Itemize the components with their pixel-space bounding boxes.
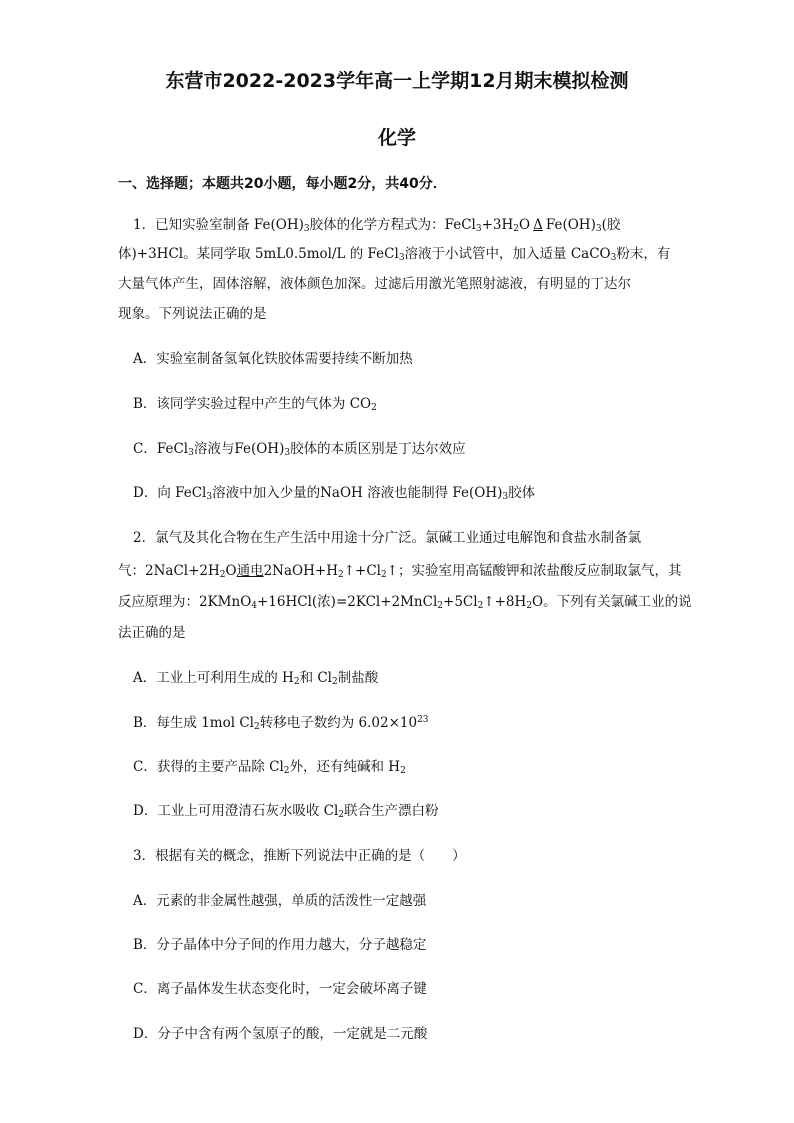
q3-option-a: A．元素的非金属性越强，单质的活泼性一定越强 bbox=[133, 893, 427, 909]
q1-option-b: B．该同学实验过程中产生的气体为 $CO_2$ bbox=[133, 396, 377, 413]
q2-option-d: D．工业上可用澄清石灰水吸收 $Cl_2$联合生产漂白粉 bbox=[133, 803, 439, 820]
q3-stem: 3．根据有关的概念，推断下列说法中正确的是（ ） bbox=[133, 848, 466, 864]
q3-option-b: B．分子晶体中分子间的作用力越大，分子越稳定 bbox=[133, 937, 427, 953]
q3-option-c: C．离子晶体发生状态变化时，一定会破坏离子键 bbox=[133, 981, 427, 997]
q1-option-a: A．实验室制备氢氧化铁胶体需要持续不断加热 bbox=[133, 351, 413, 367]
q3-option-d: D．分子中含有两个氢原子的酸，一定就是二元酸 bbox=[133, 1026, 428, 1042]
q2-stem-line-1: 2．氯气及其化合物在生产生活中用途十分广泛。氯碱工业通过电解饱和食盐水制备氯 bbox=[133, 530, 642, 546]
q2-stem-line-3: 反应原理为：2KMnO$_4$+16HCl(浓)$=2KCl+2MnCl_2+5Cl_2↑+8H_2O$。下列有关氯碱工业的说 bbox=[118, 594, 692, 611]
q1-stem-line-3: 大量气体产生，固体溶解，液体颜色加深。过滤后用激光笔照射滤液，有明显的丁达尔 bbox=[118, 276, 631, 292]
q2-option-b: B．每生成 1mol $Cl_2$转移电子数约为 $6.02\times 10^{23}$ bbox=[133, 715, 429, 732]
electrolysis-condition: 通电 bbox=[236, 563, 264, 579]
q2-option-a: A．工业上可利用生成的 $H_2$和 $Cl_2$制盐酸 bbox=[133, 670, 379, 687]
subject-title: 化学 bbox=[377, 127, 416, 149]
section-heading: 一、选择题；本题共20小题，每小题2分，共40分． bbox=[118, 176, 447, 192]
q1-option-d: D．向 FeCl$_3$溶液中加入少量的NaOH 溶液也能制得 $Fe(OH)_3$胶体 bbox=[133, 485, 536, 502]
q1-option-c: C．FeCl$_3$溶液与$Fe(OH)_3$胶体的本质区别是丁达尔效应 bbox=[133, 441, 466, 458]
q2-option-c: C．获得的主要产品除 $Cl_2$外，还有纯碱和 $H_2$ bbox=[133, 759, 406, 776]
q2-stem-line-4: 法正确的是 bbox=[118, 625, 186, 641]
q1-stem-line-2: 体)+3HCl。某同学取 5mL0.5mol/L 的 FeCl$_3$溶液于小试管中，加入适量 CaCO$_3$粉末，有 bbox=[118, 246, 671, 263]
heat-condition: Δ bbox=[533, 217, 543, 233]
q2-stem-line-2: 气：$2NaCl+2H_2O$通电$2NaOH+H_2↑+Cl_2↑$；实验室用高锰酸钾和浓盐酸反应制取氯气，其 bbox=[118, 563, 682, 580]
exam-title: 东营市2022-2023学年高一上学期12月期末模拟检测 bbox=[165, 70, 629, 92]
q1-stem-line-1: 1．已知实验室制备 $Fe(OH)_3$胶体的化学方程式为：$FeCl_3+3H_2O$ Δ $Fe(OH)_3$(胶 bbox=[133, 217, 621, 234]
q1-stem-line-4: 现象。下列说法正确的是 bbox=[118, 306, 267, 322]
